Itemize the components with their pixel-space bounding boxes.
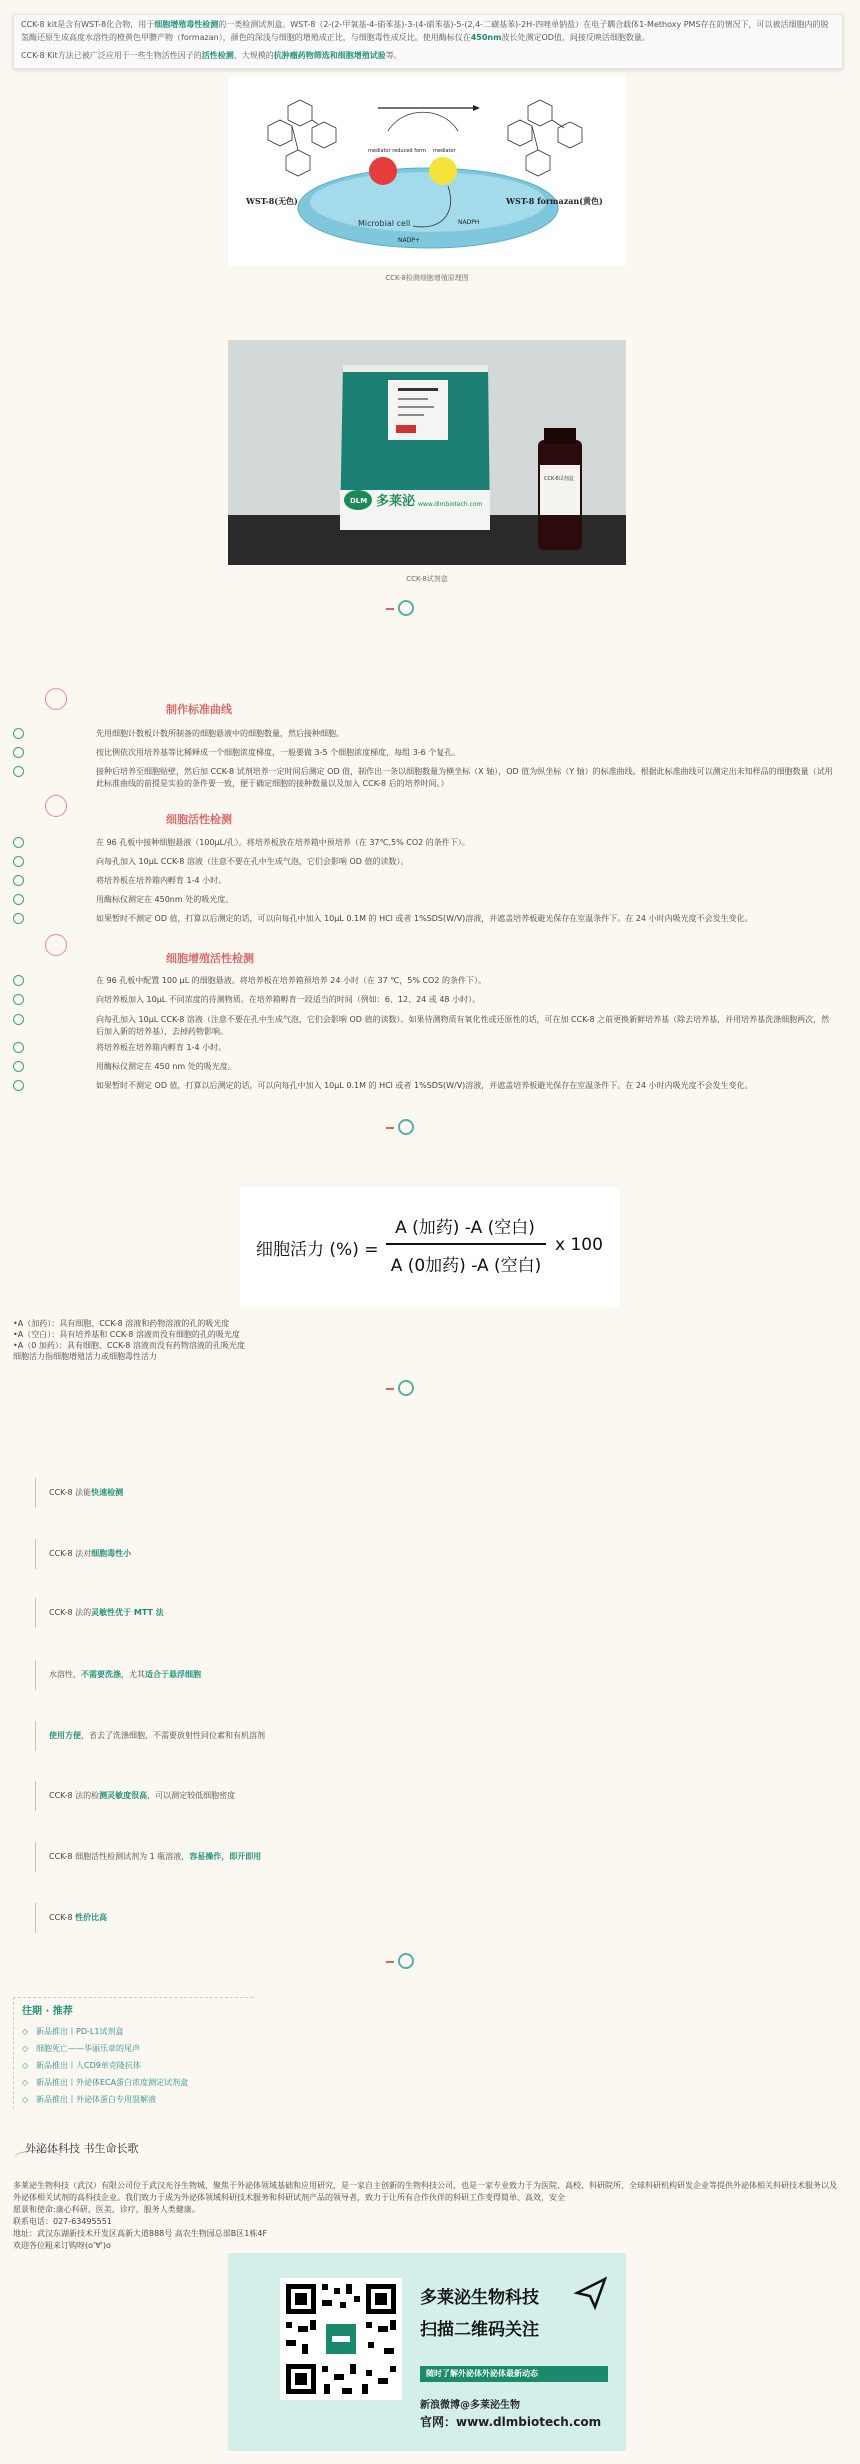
wst8-structure-right [508,100,582,176]
section-title: 细胞增殖活性检测 [166,952,254,965]
step-text: 如果暂时不测定 OD 值，打算以后测定的话，可以向每孔中加入 10μL 0.1M 的 HCl 或者 1%SDS(W/V)溶液，并遮盖培养板避光保存在室温条件下。在 24 小时内吸光度不会发生变化。 [96,914,753,923]
step-text: 如果暂时不测定 OD 值，打算以后测定的话，可以向每孔中加入 10μL 0.1M 的 HCl 或者 1%SDS(W/V)溶液，并遮盖培养板避光保存在室温条件下。在 24 小时内吸光度不会发生变化。 [96,1081,753,1090]
about-title: 外泌体科技 书生命长歌 [25,2142,139,2155]
intro-text: 等。 [385,51,402,60]
intro-highlight: 细胞增殖毒性检测 [154,20,219,29]
step-bullet-icon [13,875,24,886]
note-line: •A（空白）：具有培养基和 CCK-8 溶液而没有细胞的孔的吸光度 [13,1330,240,1339]
viability-formula [240,1187,620,1307]
formula-lhs: 细胞活力 (%) = [256,1240,379,1260]
mediator-dot [429,157,457,185]
step-text: 在 96 孔板中配置 100 μL 的细胞悬液。将培养板在培养箱预培养 24 小时（在 37 ℃，5% CO2 的条件下）。 [96,976,486,985]
feature-item: CCK-8 性价比高 [35,1903,107,1933]
step-text: 用酶标仪测定在 450nm 处的吸光度。 [96,895,234,904]
qr-code-svg [280,2278,402,2400]
section-title: 制作标准曲线 [166,703,232,716]
about-line: 欢迎各位粗来订购呀(o'∀')o [13,2241,111,2250]
banner-site[interactable]: 官网：www.dlmbiotech.com [420,2415,602,2429]
step-text: 先用细胞计数板计数所制备的细胞悬液中的细胞数量，然后接种细胞。 [96,729,344,738]
step-bullet-icon [13,856,24,867]
intro-text: CCK-8 Kit方法已被广泛应用于一些生物活性因子的 [21,51,202,60]
section-divider [386,1380,422,1402]
follow-banner [228,2253,626,2451]
mediator-reduced-dot [369,157,397,185]
nadph-label: NADPH [458,219,480,226]
bottle-label: CCK-8试剂盒 [544,476,574,482]
step-bullet-icon [13,728,24,739]
intro-highlight: 450nm [470,33,502,42]
principle-diagram-svg [228,76,626,266]
feature-item: 使用方便，省去了洗涤细胞，不需要放射性同位素和有机溶剂 [35,1721,265,1751]
wst8-structure-left [268,100,336,176]
step-text: 按比例依次用培养基等比稀释成一个细胞浓度梯度，一般要做 3-5 个细胞浓度梯度，每组 3-6 个复孔。 [96,748,461,757]
principle-diagram [228,76,626,266]
step-text: 将培养板在培养箱内孵育 1-4 小时。 [96,1043,227,1052]
intro-text: CCK-8 kit是含有WST-8化合物，用于 [21,20,155,29]
paper-plane-icon [573,2275,609,2311]
recommend-title: 往期 · 推荐 [22,2006,73,2017]
fraction-bar [386,1243,546,1245]
step-bullet-icon [13,894,24,905]
banner-subtitle: 扫描二维码关注 [420,2320,539,2340]
formula-denominator: A (0加药) -A (空白) [390,1256,542,1276]
recommend-link[interactable]: ◇ 新品推出丨外泌体ECA蛋白浓度测定试剂盒 [22,2074,253,2091]
step-text: 向每孔加入 10μL CCK-8 溶液（注意不要在孔中生成气泡，它们会影响 OD 值的读数）。 [96,857,409,866]
feature-item: CCK-8 细胞活性检测试剂为 1 瓶溶液，容易操作，即开即用 [35,1842,261,1872]
note-line: •A（加药）：具有细胞、CCK-8 溶液和药物溶液的孔的吸光度 [13,1319,230,1328]
step-bullet-icon [13,1014,24,1025]
step-text: 在 96 孔板中接种细胞悬液（100μL/孔）。将培养板放在培养箱中预培养（在 37℃,5% CO2 的条件下）。 [96,838,470,847]
formula-notes [13,1318,513,1362]
intro-box [13,14,843,69]
electron-arc [388,112,458,131]
about-text [13,2180,843,2252]
feature-item: CCK-8 法对细胞毒性小 [35,1539,131,1569]
section-divider [386,1119,422,1141]
feature-item: 水溶性，不需要洗涤，尤其适合于悬浮细胞 [35,1660,201,1690]
note-line: 细胞活力指细胞增殖活力或细胞毒性活力 [13,1352,157,1361]
step-text: 向培养板加入 10μL 不同浓度的待测物质。在培养箱孵育一段适当的时间（例如：6、12、24 或 48 小时）。 [96,995,481,1004]
banner-weibo: 新浪微博@多莱泌生物 [420,2400,520,2411]
step-bullet-icon [13,747,24,758]
about-line: 联系电话：027-63495551 [13,2217,112,2226]
intro-text: 的一类检测试剂盒。WST-8（2-(2-甲氧基-4-硝苯基)-3-(4-硝苯基)-5-(2,4-二磺基苯)-2H-四唑单钠盐）在电子耦合载体1-Methoxy PMS存在的情况下，可以被活细胞内的脱氢酶还原生成高度水溶性的橙黄色甲臜产物（formazan），颜色的深浅与细胞的增殖成正比，与细胞毒性成反比。使用酶标仪在 [21,20,829,42]
product-photo [228,340,626,565]
banner-title: 多莱泌生物科技 [420,2288,539,2308]
step-text: 接种后培养至细胞贴壁，然后加 CCK-8 试剂培养一定时间后测定 OD 值，制作出一条以细胞数量为横坐标（X 轴），OD 值为纵坐标（Y 轴）的标准曲线。根据此标准曲线可以测定出未知样品的细胞数量（试用此标准曲线的前提是实验的条件要一致，便于确定细胞的接种数量以及加入 CCK-8 后的培养时间。） [96,767,833,788]
intro-highlight: 活性检测 [201,51,234,60]
recommend-link[interactable]: ◇ 新品推出丨人CD9单克隆抗体 [22,2057,253,2074]
product-photo-svg [228,340,626,565]
step-text: 将培养板在培养箱内孵育 1-4 小时。 [96,876,227,885]
step-bullet-icon [13,766,24,777]
wst8-left-label: WST-8(无色) [246,196,298,206]
section-title: 细胞活性检测 [166,813,232,826]
step-bullet-icon [13,1042,24,1053]
product-caption: CCK-8试剂盒 [406,575,448,583]
intro-paragraph-1 [21,18,835,44]
feature-item: CCK-8 法的灵敏性优于 MTT 法 [35,1598,164,1628]
brand-url: www.dlmbiotech.com [418,501,483,508]
brand-name: 多莱泌 [376,494,416,509]
step-bullet-icon [13,975,24,986]
qr-code[interactable] [280,2278,402,2400]
section-ring-icon [45,934,67,956]
wst8-right-label: WST-8 formazan(黄色) [506,196,603,206]
step-text: 用酶标仪测定在 450 nm 处的吸光度。 [96,1062,236,1071]
step-bullet-icon [13,1080,24,1091]
mediator-reduced-label: mediator reduced form [368,148,426,154]
brand-logo-text: DLM [350,497,368,505]
intro-highlight: 抗肿瘤药物筛选和细胞增殖试验 [273,51,386,60]
feature-item: CCK-8 法能快速检测 [35,1478,123,1508]
step-bullet-icon [13,994,24,1005]
formula-multiplier: x 100 [555,1235,603,1255]
section-ring-icon [45,688,67,710]
intro-text: 波长处测定OD值，间接反映活细胞数量。 [501,33,650,42]
recommend-link[interactable]: ◇ 新品推出丨PD-L1试剂盒 [22,2023,253,2040]
intro-text: 、大规模的 [233,51,274,60]
section-divider [386,600,422,622]
mediator-label: mediator [433,148,456,154]
banner-strip: 随时了解外泌体外泌体最新动态 [420,2366,608,2382]
recommend-link[interactable]: ◇ 细胞死亡——华丽乐章的尾声 [22,2040,253,2057]
intro-paragraph-2 [21,49,835,62]
section-ring-icon [45,795,67,817]
formula-numerator: A (加药) -A (空白) [395,1218,535,1238]
note-line: •A（0 加药）：具有细胞、CCK-8 溶液而没有药物溶液的孔吸光度 [13,1341,245,1350]
about-line: 多莱泌生物科技（武汉）有限公司位于武汉光谷生物城，聚焦于外泌体领域基础和应用研究，是一家自主创新的生物科技公司，也是一家专业致力于为医院、高校、科研院所、全球科研机构研发企业等提供外泌体相关科研技术服务以及外泌体相关试剂的高科技企业。我们致力于成为外泌体领域科研技术服务和科研试剂产品的领导者，致力于让所有合作伙伴的科研工作变得简单、高效，安全 [13,2181,837,2202]
step-bullet-icon [13,913,24,924]
recommend-link[interactable]: ◇ 新品推出丨外泌体蛋白专用裂解液 [22,2091,253,2108]
section-divider [386,1953,422,1975]
reaction-arrow-head [473,105,480,111]
about-line: 愿景和使命:康心科研、医美、诊疗，服务人类健康。 [13,2205,200,2214]
step-bullet-icon [13,1061,24,1072]
recommend-box [13,1997,253,2109]
principle-caption: CCK-8检测细胞增殖原理图 [385,274,469,282]
cell-label: Microbial cell [358,219,411,228]
nadp-label: NADP+ [398,237,420,244]
step-text: 向每孔加入 10μL CCK-8 溶液（注意不要在孔中生成气泡，它们会影响 OD 值的读数）。如果待测物质有氧化性或还原性的话，可在加 CCK-8 之前更换新鲜培养基（除去培养基，并用培养基洗涤细胞两次，然后加入新的培养基），去掉药物影响。 [96,1015,830,1036]
step-bullet-icon [13,837,24,848]
feature-item: CCK-8 法的检测灵敏度很高，可以测定较低细胞密度 [35,1781,235,1811]
about-line: 地址：武汉东湖新技术开发区高新大道888号 高农生物园总部B区1栋4F [13,2229,268,2238]
